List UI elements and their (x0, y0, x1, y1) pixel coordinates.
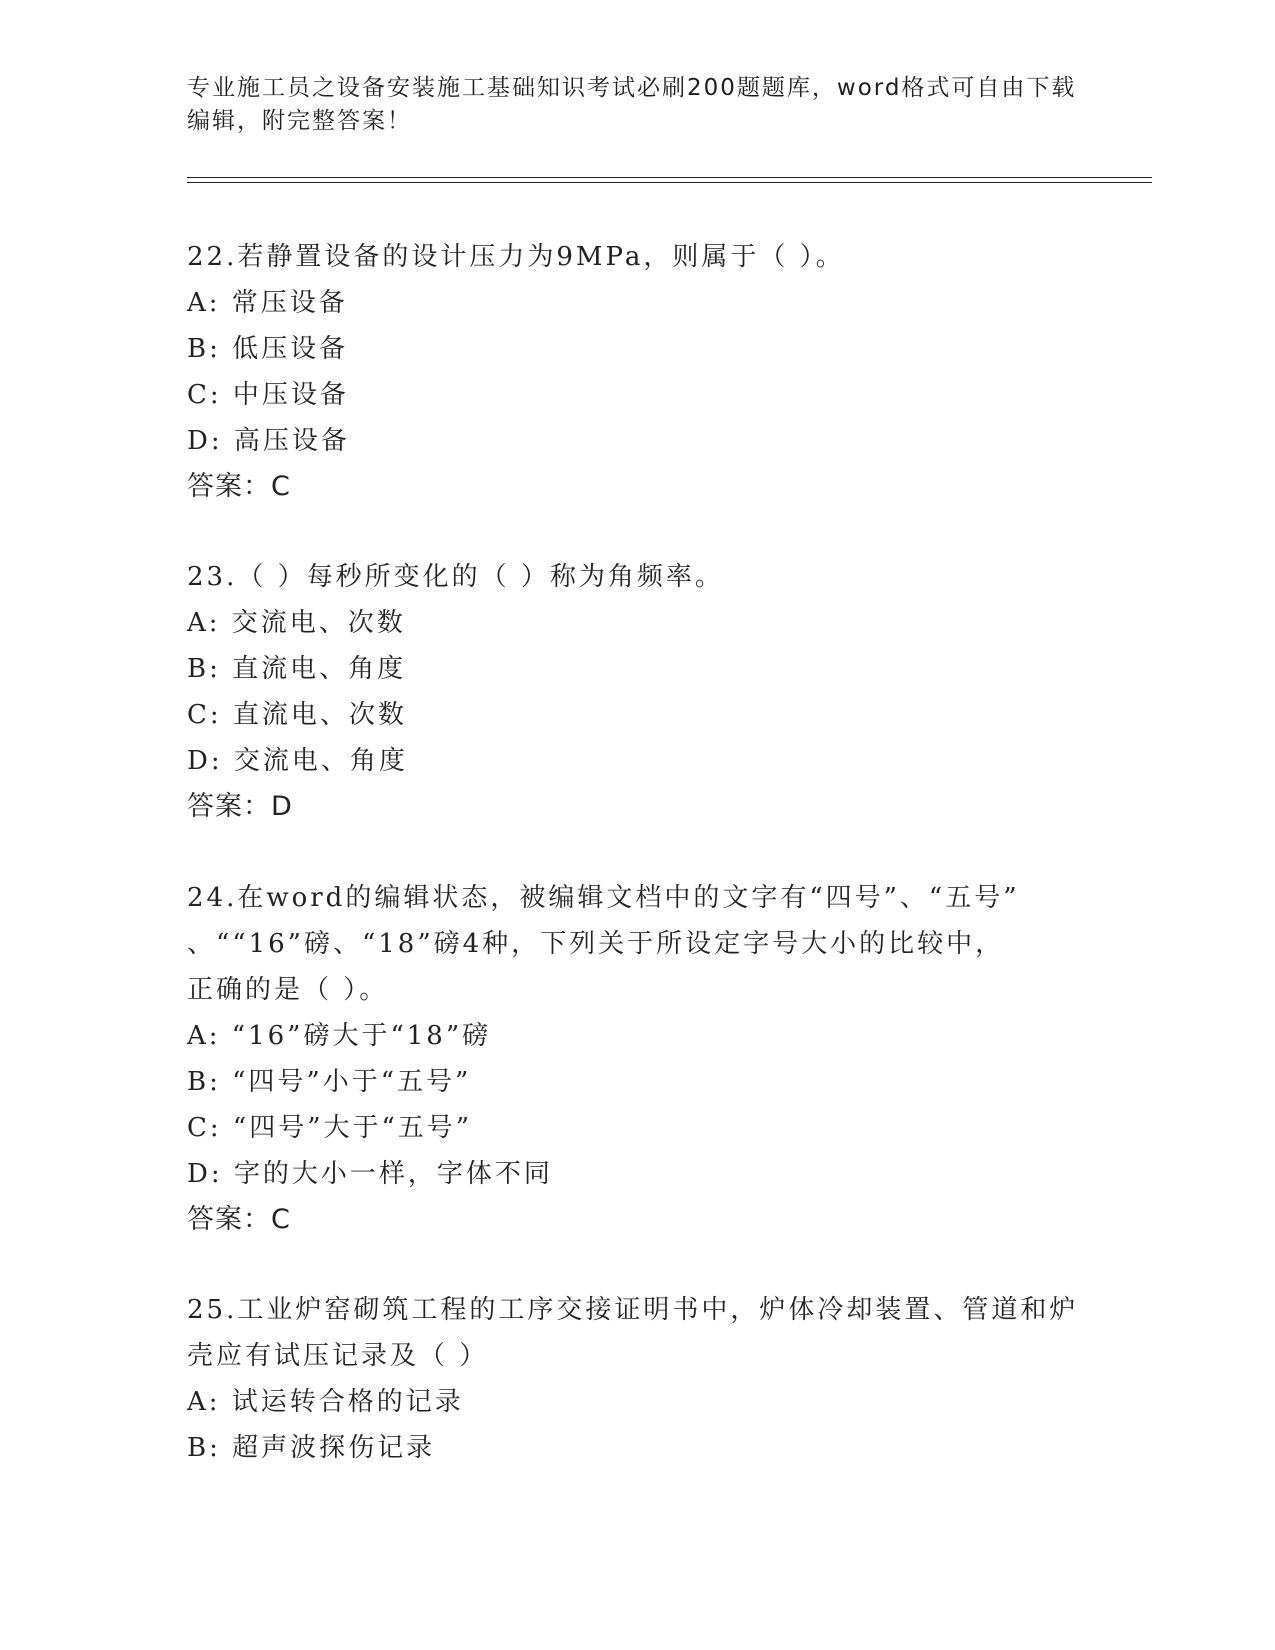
option-a: A: 交流电、次数 (187, 608, 406, 638)
header-divider-bottom (187, 182, 1152, 183)
answer: 答案：D (187, 791, 293, 822)
option-b: B: 低压设备 (187, 334, 349, 364)
question-stem: 23.（ ）每秒所变化的（ ）称为角频率。 (187, 562, 724, 592)
option-a: A: 试运转合格的记录 (187, 1387, 464, 1417)
option-d: D: 交流电、角度 (187, 746, 408, 776)
question-stem-line-1: 24.在word的编辑状态，被编辑文档中的文字有“四号”、“五号” (187, 883, 1020, 913)
option-c: C: 中压设备 (187, 380, 349, 410)
question-stem-line-2: 壳应有试压记录及（ ） (187, 1341, 489, 1371)
option-d: D: 高压设备 (187, 426, 350, 456)
option-b: B: 直流电、角度 (187, 654, 407, 684)
question-22 (187, 234, 1087, 510)
header-line-2: 编辑，附完整答案！ (187, 108, 412, 134)
question-24 (187, 875, 1087, 1243)
option-a: A: “16”磅大于“18”磅 (187, 1021, 492, 1051)
question-stem: 22.若静置设备的设计压力为9MPa，则属于（ ）。 (187, 242, 845, 272)
answer: 答案：C (187, 471, 291, 502)
option-b: B: “四号”小于“五号” (187, 1067, 472, 1097)
option-d: D: 字的大小一样，字体不同 (187, 1159, 553, 1189)
question-23 (187, 554, 1087, 830)
option-c: C: “四号”大于“五号” (187, 1113, 473, 1143)
option-c: C: 直流电、次数 (187, 700, 407, 730)
document-header (187, 72, 1087, 138)
header-line-1: 专业施工员之设备安装施工基础知识考试必刷200题题库，word格式可自由下载 (187, 75, 1077, 101)
question-stem-line-1: 25.工业炉窑砌筑工程的工序交接证明书中，炉体冷却装置、管道和炉 (187, 1295, 1079, 1325)
answer: 答案：C (187, 1204, 291, 1235)
question-25 (187, 1287, 1087, 1471)
question-stem-line-2: 、““16”磅、“18”磅4种，下列关于所设定字号大小的比较中， (187, 929, 1005, 959)
header-divider-top (187, 177, 1152, 178)
option-a: A: 常压设备 (187, 288, 348, 318)
question-stem-line-3: 正确的是（ ）。 (187, 975, 389, 1005)
option-b: B: 超声波探伤记录 (187, 1433, 436, 1463)
